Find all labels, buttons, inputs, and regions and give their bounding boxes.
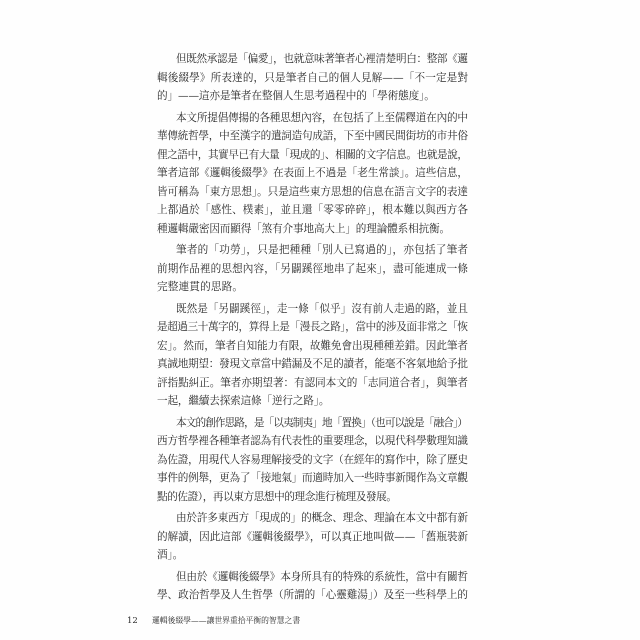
paragraph [157,414,468,507]
running-title: 邏輯後綴學——讓世界重拾平衡的智慧之書 [152,616,301,625]
text-line: 點的佐證），再以東方思想中的理念進行梳理及發展。 [157,490,397,503]
text-line: 完整連貫的思路。 [157,281,244,293]
text-line: 前期作品裡的思想內容，「另闢蹊徑地串了起來」，盡可能連成一條 [157,262,469,275]
text-line: 但由於《邏輯後綴學》本身所具有的特殊的系統性，當中有關哲 [176,570,468,583]
text-line: 酒」。 [157,549,184,561]
text-line: 宏」。然而，筆者自知能力有限，故難免會出現種種差錯。因此筆者 [157,339,468,352]
text-line: 的解讀，因此這部《邏輯後綴學》，可以真正地叫做——「舊瓶裝新 [157,530,468,543]
paragraph [157,241,468,297]
text-line: 事件的例舉，更為了「接地氣」而適時加入一些時事新聞作為文章觀 [157,472,468,484]
text-line: 本文的創作思路，是「以夷制夷」地「置換」（也可以說是「融合」） [176,416,468,429]
paragraph [157,568,468,605]
text-line: 筆者這部《邏輯後綴學》在表面上不過是「老生常談」。這些信息， [157,167,468,179]
text-line: 俚之語中，其實早已有大量「現成的」、相關的文字信息。也就是說， [157,148,468,161]
text-line: 皆可稱為「東方思想」。只是這些東方思想的信息在語言文字的表達 [157,185,468,198]
text-line: 既然是「另闢蹊徑」，走一條「似乎」沒有前人走過的路，並且 [176,302,469,315]
page-footer [0,613,640,629]
paragraph [157,109,468,239]
text-line: 真誠地期望：發現文章當中錯漏及不足的讀者，能毫不客氣地給予批 [157,358,468,370]
text-line: 種邏輯嚴密因而顯得「煞有介事地高大上」的理論體系相抗衡。 [157,222,450,235]
paragraph [157,300,468,411]
text-line: 本文所提倡傳揚的各種思想內容，在包括了上至儒釋道在內的中 [176,111,468,124]
text-line: 但既然承認是「偏愛」，也就意味著筆者心裡清楚明白：整部《邏 [176,53,468,65]
text-line: 輯後綴學》所表達的，只是筆者自己的個人見解——「不一定是對 [157,71,469,84]
text-line: 西方哲學裡各種筆者認為有代表性的重要理念，以現代科學數理知識 [157,435,468,447]
text-line: 是超過三十萬字的，算得上是「漫長之路」，當中的涉及面非常之「恢 [157,321,468,333]
text-line: 學、政治哲學及人生哲學（所謂的「心靈雞湯」）及至一些科學上的 [157,589,468,601]
text-line: 華傳統哲學，中至漢字的遣詞造句成語，下至中國民間街坊的市井俗 [157,130,468,142]
text-line: 為佐證，用現代人容易理解接受的文字（在經年的寫作中，除了歷史 [157,453,468,466]
text-line: 評指點糾正。筆者亦期望著：有認同本文的「志同道合者」，與筆者 [157,376,468,389]
text-line: 由於許多東西方「現成的」的概念、理念、理論在本文中都有新 [176,512,468,524]
paragraph [157,509,468,565]
paragraph [157,50,468,106]
text-line: 上都過於「感性、樸素」，並且還「零零碎碎」，根本難以與西方各 [157,204,469,216]
text-line: 一起，繼續去探索這條「逆行之路」。 [157,395,330,407]
body-text [157,50,468,608]
text-line: 筆者的「功勞」，只是把種種「別人已寫過的」，亦包括了筆者 [176,244,469,256]
page-number: 12 [127,616,138,626]
text-line: 的」——這亦是筆者在整個人生思考過程中的「學術態度」。 [157,90,435,102]
